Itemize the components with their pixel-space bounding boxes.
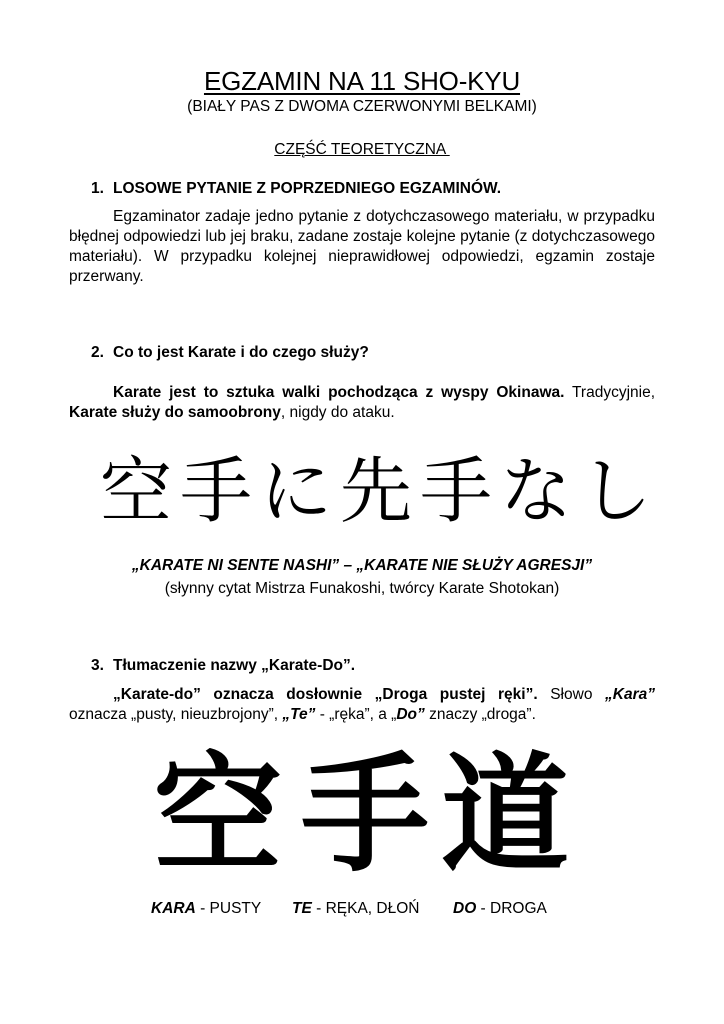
section-3-number: 3. xyxy=(91,657,104,674)
page-subtitle: (BIAŁY PAS Z DWOMA CZERWONYMI BELKAMI) xyxy=(187,98,537,115)
term-do: Do” xyxy=(396,706,425,723)
section-1-heading xyxy=(91,180,501,198)
section-2-heading xyxy=(91,344,369,362)
term-te: „Te” xyxy=(282,706,316,723)
section-3-plain-3: - „ręka”, a „ xyxy=(315,706,397,723)
section-1-title: LOSOWE PYTANIE Z POPRZEDNIEGO EGZAMINÓW. xyxy=(113,180,502,197)
legend-do-term: DO xyxy=(453,900,477,917)
section-1-paragraph xyxy=(69,207,655,287)
section-2-paragraph xyxy=(69,383,655,423)
section-1-text: Egzaminator zadaje jedno pytanie z dotychczasowego materiału, w przypadku błędnej odpowiedzi lub jej braku, zadane zostaje kolejne pytanie (z dotychczasowego materiału). W przypadku kolejnej nieprawidłowej odpowiedzi, egzamin zostaje przerwany. xyxy=(69,208,655,285)
section-1-number: 1. xyxy=(91,180,104,197)
section-3-plain-1: Słowo xyxy=(537,686,606,703)
kanji-kara: 空 xyxy=(153,740,282,890)
section-3-heading xyxy=(91,657,355,675)
legend-do xyxy=(453,900,547,918)
section-2-bold-1: Karate jest to sztuka walki pochodząca z wyspy Okinawa. xyxy=(113,384,565,401)
legend-te-meaning: - RĘKA, DŁOŃ xyxy=(311,900,420,917)
calligraphy-karate-ni-sente-nashi: 空手に先手なし xyxy=(100,449,661,533)
section-3-plain-4: znaczy „droga”. xyxy=(424,706,536,723)
section-2-plain-2: , nigdy do ataku. xyxy=(280,404,395,421)
legend-kara-term: KARA xyxy=(151,900,196,917)
legend-kara xyxy=(151,900,261,918)
legend-te xyxy=(292,900,419,918)
section-3-plain-2: oznacza „pusty, nieuzbrojony”, xyxy=(69,706,283,723)
legend-te-term: TE xyxy=(292,900,312,917)
section-3-bold-1: „Karate-do” oznacza dosłownie „Droga pustej ręki”. xyxy=(113,686,538,703)
section-2-plain-1: Tradycyjnie, xyxy=(564,384,656,401)
term-kara: „Kara” xyxy=(605,686,655,703)
section-3-paragraph xyxy=(69,685,655,725)
section-2-number: 2. xyxy=(91,344,104,361)
section-3-title: Tłumaczenie nazwy „Karate-Do”. xyxy=(113,657,356,674)
funakoshi-quote-source: (słynny cytat Mistrza Funakoshi, twórcy Karate Shotokan) xyxy=(164,580,560,597)
legend-kara-meaning: - PUSTY xyxy=(195,900,262,917)
legend-do-meaning: - DROGA xyxy=(476,900,547,917)
section-2-bold-2: Karate służy do samoobrony xyxy=(69,404,281,421)
kanji-do: 道 xyxy=(440,740,569,890)
part-heading: CZĘŚĆ TEORETYCZNA xyxy=(274,141,450,158)
funakoshi-quote: „KARATE NI SENTE NASHI” – „KARATE NIE SŁUŻY AGRESJI” xyxy=(131,557,593,574)
page-title: EGZAMIN NA 11 SHO-KYU xyxy=(203,66,521,96)
section-2-title: Co to jest Karate i do czego służy? xyxy=(113,344,369,361)
kanji-te: 手 xyxy=(300,740,429,890)
